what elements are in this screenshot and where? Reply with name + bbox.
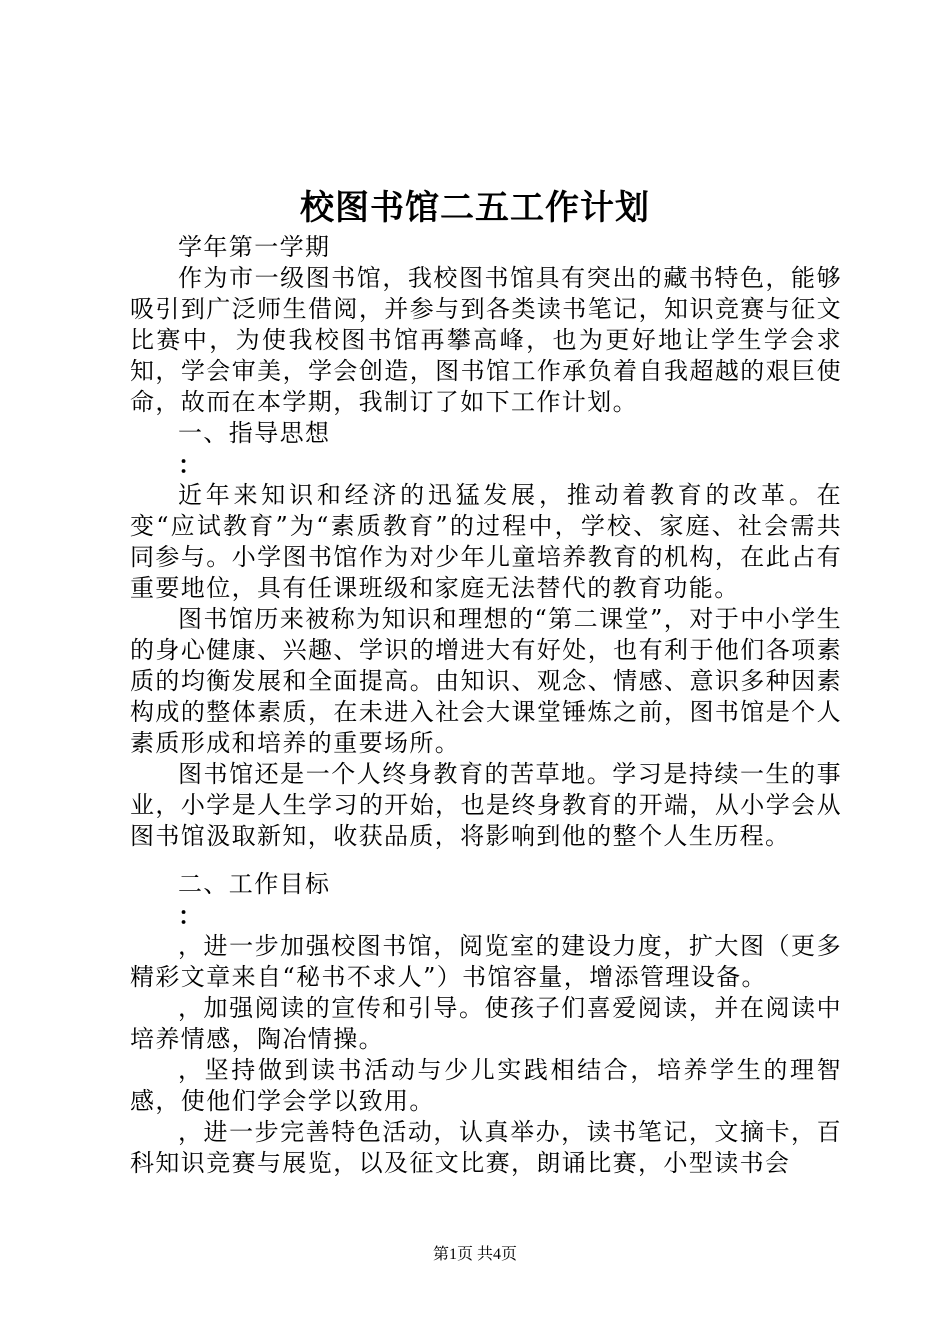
semester-line: 学年第一学期 [178,233,331,261]
intro-paragraph: 作为市一级图书馆，我校图书馆具有突出的藏书特色，能够吸引到广泛师生借阅，并参与到各类读书笔记，知识竞赛与征文比赛中，为使我校图书馆再攀高峰，也为更好地让学生学会求知，学会审美，学会创造，图书馆工作承负着自我超越的艰巨使命，故而在本学期，我制订了如下工作计划。 [130,264,842,416]
section-heading-work-goals: 二、工作目标 [178,870,331,898]
goal-item: ，坚持做到读书活动与少儿实践相结合，培养学生的理智感，使他们学会学以致用。 [130,1056,842,1115]
paragraph-gap [130,852,842,869]
document-title: 校图书馆二五工作计划 [300,188,650,228]
goal-item: ，进一步加强校图书馆，阅览室的建设力度，扩大图（更多精彩文章来自“秘书不求人”）书馆容量，增添管理设备。 [130,932,842,991]
section-heading-guiding-ideas: 一、指导思想 [178,419,331,447]
document-body [130,232,842,1179]
section-colon: ： [178,450,204,479]
page-footer: 第1页 共4页 [432,1246,517,1263]
section-colon: ： [178,901,204,930]
body-paragraph: 图书馆还是一个人终身教育的苦草地。学习是持续一生的事业，小学是人生学习的开始，也是终身教育的开端，从小学会从图书馆汲取新知，收获品质，将影响到他的整个人生历程。 [130,760,842,850]
goal-item: ，进一步完善特色活动，认真举办，读书笔记，文摘卡，百科知识竞赛与展览，以及征文比赛，朗诵比赛，小型读书会 [130,1118,842,1177]
body-paragraph: 图书馆历来被称为知识和理想的“第二课堂”，对于中小学生的身心健康、兴趣、学识的增进大有好处，也有利于他们各项素质的均衡发展和全面提高。由知识、观念、情感、意识多种因素构成的整体素质，在未进入社会大课堂锤炼之前，图书馆是个人素质形成和培养的重要场所。 [130,605,842,757]
body-paragraph: 近年来知识和经济的迅猛发展，推动着教育的改革。在变“应试教育”为“素质教育”的过程中，学校、家庭、社会需共同参与。小学图书馆作为对少年儿童培养教育的机构，在此占有重要地位，具有任课班级和家庭无法替代的教育功能。 [130,481,842,602]
goal-item: ，加强阅读的宣传和引导。使孩子们喜爱阅读，并在阅读中培养情感，陶冶情操。 [130,994,842,1053]
